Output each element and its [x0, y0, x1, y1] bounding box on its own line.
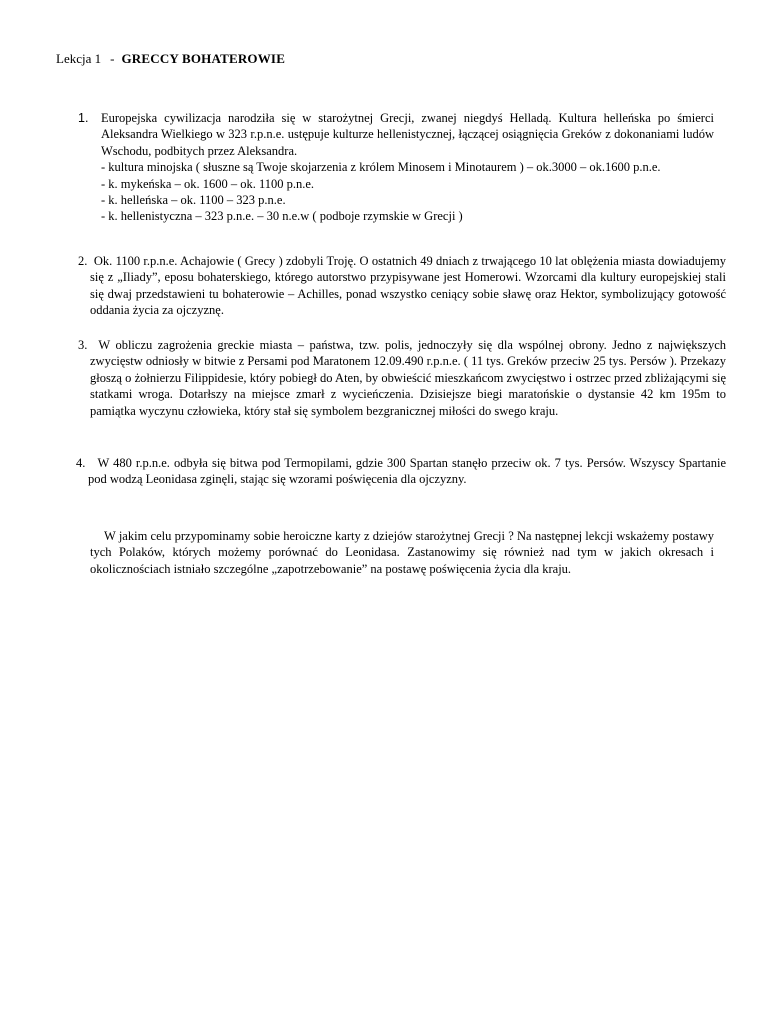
section-2: [78, 253, 726, 319]
title-separator: -: [110, 51, 115, 66]
page-title: [56, 50, 285, 68]
section-1: [76, 110, 714, 225]
lesson-label: Lekcja 1: [56, 51, 102, 66]
section-4-text: W 480 r.p.n.e. odbyła się bitwa pod Termopilami, gdzie 300 Spartan stanęło przeciw ok. 7 tys. Persów. Wszyscy Spartanie pod wodzą Leonidasa zginęli, stając się wzorami poświęcenia dla ojczyzny.: [88, 456, 726, 487]
section-4-number: 4.: [76, 456, 86, 470]
section-1-item-3: - k. helleńska – ok. 1100 – 323 p.n.e.: [101, 193, 286, 208]
section-3: [78, 337, 726, 419]
lesson-title: GRECCY BOHATEROWIE: [121, 51, 286, 66]
section-1-text: Europejska cywilizacja narodziła się w starożytnej Grecji, zwanej niegdyś Helladą. Kultura helleńska po śmierci Aleksandra Wielkiego w 323 r.p.n.e. ustępuje kulturze hellenistycznej, łączącej osiągnięcia Greków z dokonaniami ludów Wschodu, podbitych przez Aleksandra.: [101, 111, 714, 158]
section-2-text: Ok. 1100 r.p.n.e. Achajowie ( Grecy ) zdobyli Troję. O ostatnich 49 dniach z trwającego 10 lat oblężenia miasta dowiadujemy się z „Iliady”, eposu bohaterskiego, którego autorstwo przypisywane jest Homerowi. Wzorcami dla kultury europejskiej stali się dwaj przedstawieni tu bohaterowie – Achilles, ponad wszystko ceniący sobie sławę oraz Hektor, symbolizujący gotowość oddania życia za ojczyznę.: [90, 254, 727, 318]
section-1-item-2: - k. mykeńska – ok. 1600 – ok. 1100 p.n.e.: [101, 176, 315, 191]
section-1-item-4: - k. hellenistyczna – 323 p.n.e. – 30 n.e.w ( podboje rzymskie w Grecji ): [101, 209, 463, 224]
section-3-text: W obliczu zagrożenia greckie miasta – państwa, tzw. polis, jednoczyły się dla wspólnej obrony. Jedno z największych zwycięstw odniosły w bitwie z Persami pod Maratonem 12.09.490 r.p.n.e. ( 11 tys. Greków przeciw 25 tys. Persów ). Przekazy głoszą o żołnierzu Filippidesie, który pobiegł do Aten, by obwieścić mieszkańcom zwycięstwo i ostrzec przed zbliżającymi się statkami wroga. Dotarłszy na miejsce zmarł z wycieńczenia. Dzisiejsze biegi maratońskie o dystansie 42 km 195m to pamiątka wyczynu człowieka, który stał się symbolem bezgranicznej miłości do swego kraju.: [90, 338, 726, 418]
section-4: [76, 455, 726, 488]
section-1-item-1: - kultura minojska ( słuszne są Twoje skojarzenia z królem Minosem i Minotaurem ) – ok.3000 – ok.1600 p.n.e.: [101, 160, 661, 175]
closing-paragraph: [90, 528, 714, 577]
section-2-number: 2.: [78, 254, 88, 268]
section-3-number: 3.: [78, 338, 88, 352]
section-1-number: 1.: [78, 111, 89, 125]
closing-text: W jakim celu przypominamy sobie heroiczne karty z dziejów starożytnej Grecji ? Na następnej lekcji wskażemy postawy tych Polaków, których możemy porównać do Leonidasa. Zastanowimy się również nad tym w jakich okresach i okolicznościach istniało szczególne „zapotrzebowanie” na postawę poświęcenia życia dla kraju.: [90, 529, 714, 576]
